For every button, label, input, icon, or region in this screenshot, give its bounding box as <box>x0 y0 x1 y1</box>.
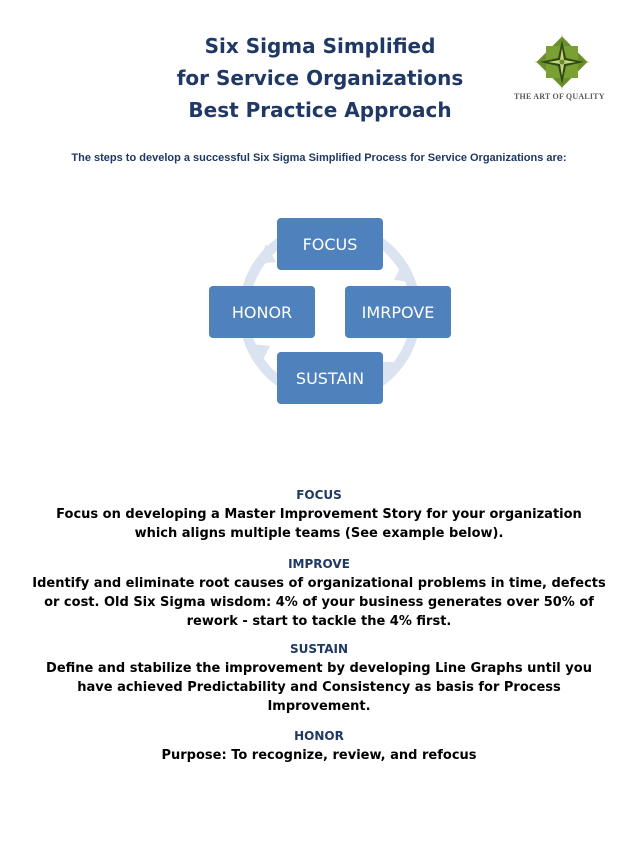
sustain-line-1: Define and stabilize the improvement by developing Line Graphs until you <box>46 661 592 676</box>
title-line-3: Best Practice Approach <box>188 98 452 122</box>
honor-line-1: Purpose: To recognize, review, and refocus <box>161 748 477 763</box>
cycle-step-improve: IMRPOVE <box>345 286 451 338</box>
cycle-step-honor: HONOR <box>209 286 315 338</box>
improve-line-3: rework - start to tackle the 4% first. <box>186 614 452 629</box>
improve-line-1: Identify and eliminate root causes of organizational problems in time, defects <box>32 576 606 591</box>
document-title <box>170 30 470 126</box>
honor-heading: HONOR <box>294 729 344 743</box>
sustain-heading: SUSTAIN <box>289 642 349 656</box>
focus-section <box>0 486 638 543</box>
honor-section <box>0 727 638 765</box>
sustain-section <box>0 640 638 716</box>
title-line-1: Six Sigma Simplified <box>204 34 436 58</box>
cycle-step-sustain: SUSTAIN <box>277 352 383 404</box>
improve-section <box>0 555 638 631</box>
cycle-step-focus: FOCUS <box>277 218 383 270</box>
sustain-line-3: Improvement. <box>267 699 371 714</box>
sustain-line-2: have achieved Predictability and Consistency as basis for Process <box>77 680 561 695</box>
improve-heading: IMPROVE <box>288 557 350 571</box>
title-line-2: for Service Organizations <box>176 66 464 90</box>
improve-line-2: or cost. Old Six Sigma wisdom: 4% of your business generates over 50% of <box>44 595 594 610</box>
focus-line-2: which aligns multiple teams (See example below). <box>134 526 504 541</box>
focus-line-1: Focus on developing a Master Improvement Story for your organization <box>56 507 582 522</box>
focus-heading: FOCUS <box>296 488 342 502</box>
intro-text: The steps to develop a successful Six Sigma Simplified Process for Service Organizations are: <box>71 152 567 164</box>
logo-text: THE ART OF QUALITY <box>514 92 605 101</box>
